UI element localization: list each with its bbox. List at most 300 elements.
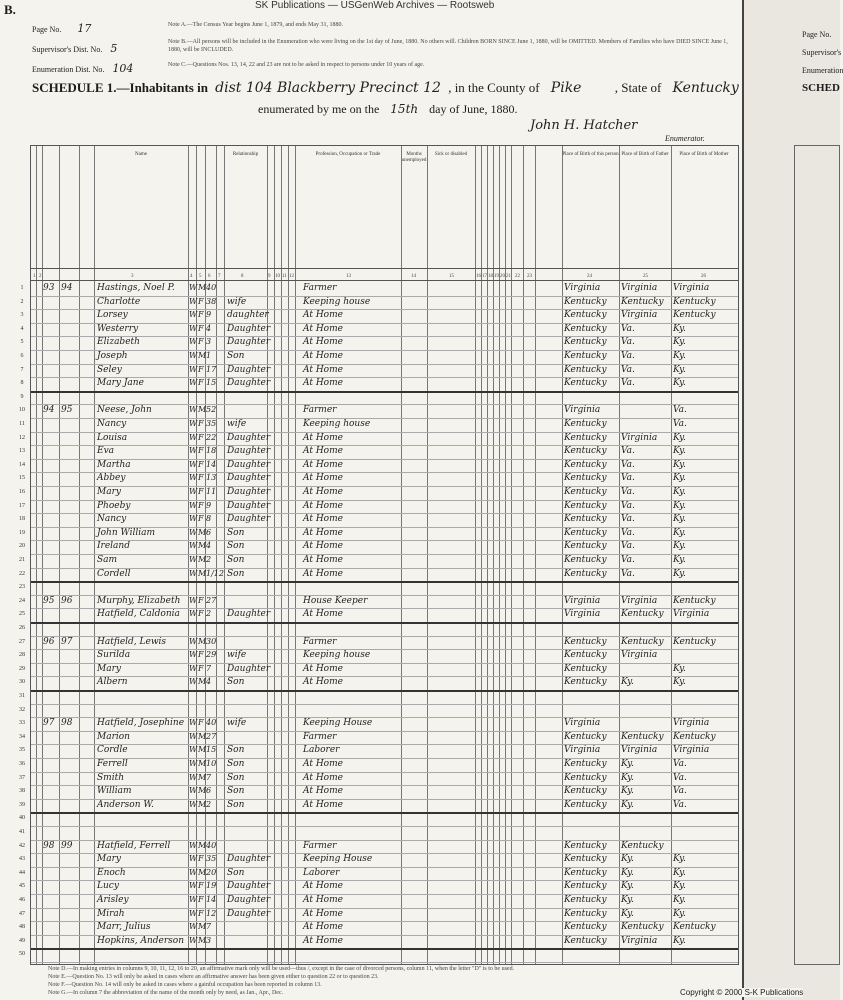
mother-birthplace-cell: Kentucky (673, 595, 716, 606)
age-cell: 40 (206, 840, 217, 850)
mother-birthplace-cell: Ky. (673, 378, 686, 389)
table-row (31, 419, 738, 432)
relationship-cell: wife (227, 718, 247, 729)
color-cell: W (189, 364, 198, 374)
sex-cell: M (198, 786, 207, 796)
occupation-cell: Laborer (303, 867, 340, 878)
occupation-cell: Keeping House (303, 718, 373, 729)
table-row (31, 283, 738, 296)
line-number: 49 (19, 937, 25, 944)
age-cell: 2 (206, 799, 212, 809)
mother-birthplace-cell: Ky. (673, 514, 686, 525)
occupation-cell: At Home (303, 541, 343, 552)
mother-birthplace-cell: Ky. (673, 459, 686, 470)
sex-cell: M (198, 772, 207, 782)
relationship-cell: Son (227, 786, 245, 797)
father-birthplace-cell: Va. (621, 555, 635, 565)
enumerated-label: enumerated by me on the (258, 102, 380, 116)
age-cell: 38 (206, 296, 217, 306)
father-birthplace-cell: Va. (621, 378, 635, 389)
column-number: 3 (131, 274, 134, 279)
age-cell: 10 (206, 759, 217, 768)
age-cell: 1 (206, 351, 212, 360)
column-number: 9 (268, 274, 271, 279)
sex-cell: M (198, 799, 207, 809)
table-row (31, 786, 738, 799)
column-number: 17 (482, 274, 487, 279)
note-a: Note A.—The Census Year begins June 1, 1879, and ends May 31, 1880. (168, 22, 343, 28)
father-birthplace-cell: Va. (621, 364, 635, 375)
adjacent-page (742, 0, 843, 1000)
sex-cell: M (198, 935, 207, 945)
father-birthplace-cell: Ky. (621, 895, 634, 905)
birthplace-cell: Kentucky (564, 323, 607, 334)
mother-birthplace-cell: Va. (673, 799, 687, 810)
birthplace-cell: Kentucky (564, 446, 607, 457)
age-cell: 14 (206, 895, 217, 904)
color-cell: W (189, 555, 198, 564)
day-value: 15th (390, 102, 419, 116)
person-name: Abbey (97, 473, 126, 484)
occupation-cell: At Home (303, 487, 343, 497)
table-row (31, 936, 738, 949)
table-row (31, 555, 738, 568)
line-number: 5 (20, 339, 24, 346)
table-row (31, 677, 738, 690)
table-row (31, 351, 738, 364)
line-number: 37 (19, 774, 25, 781)
person-name: Mirah (97, 908, 125, 919)
age-cell: 4 (206, 541, 212, 551)
sex-cell: F (198, 378, 204, 388)
person-name: Enoch (97, 867, 126, 878)
occupation-cell: At Home (303, 908, 343, 919)
birthplace-cell: Kentucky (564, 786, 607, 797)
table-row (31, 922, 738, 935)
person-name: Lorsey (97, 310, 128, 321)
column-number: 2 (39, 274, 42, 279)
relationship-cell: Daughter (227, 514, 271, 525)
age-cell: 13 (206, 473, 217, 483)
person-name: Mary Jane (97, 378, 144, 389)
family-number: 95 (61, 405, 73, 416)
line-number: 13 (19, 448, 25, 455)
line-number: 22 (19, 570, 25, 577)
county-value: Pike (550, 80, 582, 96)
mother-birthplace-cell: Ky. (673, 473, 686, 484)
occupation-cell: Keeping house (303, 419, 371, 429)
sex-cell: F (198, 881, 204, 891)
color-cell: W (189, 527, 198, 537)
watermark: SK Publications — USGenWeb Archives — Rootsweb (255, 0, 495, 11)
sex-cell: M (198, 745, 207, 755)
line-number: 15 (19, 475, 25, 482)
col-occupation-head: Profession, Occupation or Trade (315, 152, 381, 157)
birthplace-cell: Kentucky (564, 922, 607, 933)
relationship-cell: Daughter (227, 609, 271, 620)
relationship-cell: Daughter (227, 459, 271, 470)
person-name: Westerry (97, 323, 139, 334)
mother-birthplace-cell: Ky. (673, 555, 686, 565)
table-row (31, 514, 738, 527)
line-number: 42 (19, 842, 25, 849)
person-name: Joseph (97, 351, 128, 361)
mother-birthplace-cell: Virginia (673, 718, 710, 729)
father-birthplace-cell: Va. (621, 459, 635, 470)
table-row (31, 582, 738, 595)
relationship-cell: Son (227, 799, 245, 810)
birthplace-cell: Kentucky (564, 636, 607, 647)
table-row (31, 718, 738, 731)
relationship-cell: Daughter (227, 663, 271, 674)
color-cell: W (189, 405, 198, 415)
line-number: 31 (19, 693, 25, 699)
birthplace-cell: Kentucky (564, 677, 607, 688)
relationship-cell: Daughter (227, 432, 271, 443)
birthplace-cell: Kentucky (564, 555, 607, 565)
mother-birthplace-cell: Ky. (673, 337, 686, 348)
sex-cell: M (198, 568, 207, 578)
relationship-cell: Son (227, 541, 245, 552)
mother-birthplace-cell: Ky. (673, 568, 686, 579)
color-cell: W (189, 935, 198, 945)
line-number: 2 (20, 298, 24, 305)
father-birthplace-cell: Ky. (621, 677, 634, 688)
relationship-cell: Daughter (227, 473, 271, 484)
line-number: 4 (20, 325, 24, 332)
dwelling-number: 96 (43, 636, 55, 647)
age-cell: 30 (206, 636, 217, 646)
birthplace-cell: Kentucky (564, 432, 607, 443)
sex-cell: F (198, 446, 204, 456)
line-number: 38 (19, 788, 25, 795)
mother-birthplace-cell: Ky. (673, 500, 686, 511)
occupation-cell: Farmer (303, 283, 337, 293)
birthplace-cell: Kentucky (564, 568, 607, 579)
state-label: , State of (614, 80, 662, 95)
occupation-cell: At Home (303, 677, 343, 688)
table-row (31, 501, 738, 514)
line-number: 46 (19, 897, 25, 903)
father-birthplace-cell: Va. (621, 446, 635, 457)
line-number: 32 (19, 706, 25, 713)
father-birthplace-cell: Ky. (621, 867, 634, 878)
line-number: 1 (20, 285, 24, 291)
occupation-cell: At Home (303, 459, 343, 470)
birthplace-cell: Kentucky (564, 881, 607, 892)
person-name: Smith (97, 772, 124, 783)
person-name: Louisa (97, 432, 128, 443)
relationship-cell: Son (227, 772, 245, 783)
age-cell: 6 (206, 786, 212, 796)
age-cell: 35 (206, 854, 217, 864)
color-cell: W (189, 459, 198, 469)
table-row (31, 596, 738, 609)
sex-cell: F (198, 595, 204, 605)
relationship-cell: Son (227, 867, 245, 878)
person-name: Charlotte (97, 296, 141, 307)
table-row (31, 949, 738, 962)
age-cell: 52 (206, 405, 217, 415)
sex-cell: F (198, 459, 204, 469)
line-number: 12 (19, 434, 25, 441)
occupation-cell: At Home (303, 473, 343, 484)
line-number: 21 (19, 557, 25, 563)
sex-cell: F (198, 650, 204, 660)
person-name: Neese, John (97, 405, 152, 416)
birthplace-cell: Kentucky (564, 473, 607, 484)
column-number: 13 (346, 274, 351, 279)
table-row (31, 392, 738, 405)
birthplace-cell: Kentucky (564, 296, 607, 307)
age-cell: 35 (206, 419, 217, 428)
color-cell: W (189, 351, 198, 360)
age-cell: 3 (206, 935, 212, 945)
column-number: 8 (241, 274, 244, 279)
relationship-cell: Daughter (227, 895, 271, 905)
table-row (31, 324, 738, 337)
occupation-cell: At Home (303, 609, 343, 620)
line-number: 8 (20, 380, 24, 387)
age-cell: 7 (206, 663, 212, 673)
table-row (31, 460, 738, 473)
line-number: 10 (19, 407, 25, 414)
father-birthplace-cell: Ky. (621, 759, 634, 769)
sex-cell: F (198, 473, 204, 483)
birthplace-cell: Kentucky (564, 310, 607, 321)
month-label: day of June, 1880. (429, 102, 518, 116)
age-cell: 15 (206, 745, 217, 755)
sex-cell: F (198, 364, 204, 374)
supervisor-value: 5 (110, 42, 118, 55)
occupation-cell: Farmer (303, 636, 337, 647)
table-row (31, 623, 738, 636)
sex-cell: F (198, 718, 204, 728)
color-cell: W (189, 867, 198, 877)
person-name: John William (97, 527, 155, 538)
column-number: 11 (282, 274, 287, 279)
table-row (31, 637, 738, 650)
mother-birthplace-cell: Ky. (673, 677, 686, 688)
sex-cell: F (198, 337, 204, 347)
table-row (31, 881, 738, 894)
color-cell: W (189, 786, 198, 796)
occupation-cell: At Home (303, 799, 343, 810)
table-row (31, 609, 738, 622)
relationship-cell: daughter (227, 310, 269, 321)
table-row (31, 378, 738, 391)
relationship-cell: Daughter (227, 364, 271, 375)
father-birthplace-cell: Kentucky (621, 922, 664, 933)
line-number: 6 (20, 353, 24, 359)
person-name: Mary (97, 663, 121, 674)
birthplace-cell: Virginia (564, 405, 601, 416)
color-cell: W (189, 677, 198, 687)
person-name: Hatfield, Caldonia (97, 609, 180, 620)
birthplace-cell: Kentucky (564, 459, 607, 470)
age-cell: 18 (206, 446, 217, 456)
occupation-cell: At Home (303, 759, 343, 769)
footer-note-e: Note E.—Question No. 13 will only be asked in cases where an affirmative answer has been given either to question 22 or to question 23. (48, 974, 379, 980)
column-number: 15 (449, 274, 454, 279)
table-row (31, 650, 738, 663)
color-cell: W (189, 419, 198, 428)
occupation-cell: At Home (303, 310, 343, 321)
table-row (31, 841, 738, 854)
schedule-line (32, 80, 739, 96)
mother-birthplace-cell: Kentucky (673, 636, 716, 647)
person-name: Nancy (97, 419, 127, 429)
birthplace-cell: Kentucky (564, 514, 607, 525)
mother-birthplace-cell: Virginia (673, 609, 710, 620)
age-cell: 12 (206, 908, 217, 918)
father-birthplace-cell: Kentucky (621, 731, 664, 742)
person-name: Ireland (97, 541, 130, 552)
father-birthplace-cell: Va. (621, 514, 635, 525)
mother-birthplace-cell: Ky. (673, 527, 686, 538)
line-number: 45 (19, 883, 25, 890)
mother-birthplace-cell: Ky. (673, 663, 686, 674)
mother-birthplace-cell: Va. (673, 786, 687, 797)
table-row (31, 337, 738, 350)
occupation-cell: Farmer (303, 731, 337, 742)
color-cell: W (189, 283, 198, 292)
occupation-cell: At Home (303, 514, 343, 525)
occupation-cell: At Home (303, 555, 343, 565)
mother-birthplace-cell: Ky. (673, 935, 686, 946)
col-father-head: Place of Birth of Father (621, 152, 669, 157)
enumerator-signature: John H. Hatcher (530, 118, 638, 133)
col-name-head: Name (135, 152, 147, 157)
father-birthplace-cell: Virginia (621, 650, 658, 661)
birthplace-cell: Kentucky (564, 935, 607, 946)
table-row (31, 569, 738, 582)
mother-birthplace-cell: Va. (673, 419, 687, 429)
mother-birthplace-cell: Ky. (673, 351, 686, 361)
page-number-label (32, 22, 91, 35)
relationship-cell: wife (227, 419, 247, 429)
table-row (31, 487, 738, 500)
age-cell: 1/12 (206, 568, 224, 578)
table-row (31, 759, 738, 772)
color-cell: W (189, 310, 198, 320)
table-row (31, 854, 738, 867)
father-birthplace-cell: Virginia (621, 935, 658, 946)
birthplace-cell: Kentucky (564, 772, 607, 783)
table-row (31, 800, 738, 813)
dwelling-number: 98 (43, 840, 55, 851)
father-birthplace-cell: Va. (621, 500, 635, 511)
person-name: Cordell (97, 568, 131, 579)
birthplace-cell: Kentucky (564, 500, 607, 511)
birthplace-cell: Kentucky (564, 840, 607, 851)
color-cell: W (189, 772, 198, 782)
line-number: 27 (19, 638, 25, 645)
father-birthplace-cell: Ky. (621, 908, 634, 919)
occupation-cell: At Home (303, 922, 343, 933)
line-number: 3 (20, 312, 24, 319)
mother-birthplace-cell: Va. (673, 405, 687, 416)
person-name: Nancy (97, 514, 127, 525)
birthplace-cell: Kentucky (564, 487, 607, 497)
color-cell: W (189, 541, 198, 551)
line-number: 14 (19, 461, 25, 468)
line-number: 34 (19, 733, 25, 740)
table-row (31, 895, 738, 908)
footer-note-g: Note G.—In column 7 the abbreviation of the name of the month only by need, as Jan., Apr., Dec. (48, 990, 284, 996)
mother-birthplace-cell: Ky. (673, 487, 686, 497)
sex-cell: F (198, 310, 204, 320)
line-number: 29 (19, 665, 25, 672)
adjacent-supervisor-label: Supervisor's (802, 48, 842, 57)
table-row (31, 405, 738, 418)
mother-birthplace-cell: Ky. (673, 881, 686, 892)
color-cell: W (189, 432, 198, 442)
column-number: 10 (275, 274, 280, 279)
birthplace-cell: Virginia (564, 745, 601, 756)
district-value: dist 104 Blackberry Precinct 12 (215, 80, 441, 96)
birthplace-cell: Kentucky (564, 867, 607, 878)
line-number: 48 (19, 924, 25, 931)
person-name: Hatfield, Josephine (97, 718, 185, 729)
father-birthplace-cell: Ky. (621, 772, 634, 783)
column-number: 4 (190, 274, 193, 279)
person-name: Cordle (97, 745, 128, 756)
age-cell: 11 (206, 487, 217, 496)
occupation-cell: At Home (303, 772, 343, 783)
person-name: Sam (97, 555, 118, 565)
line-number: 33 (19, 720, 25, 727)
father-birthplace-cell: Va. (621, 527, 635, 538)
table-row (31, 446, 738, 459)
relationship-cell: Son (227, 677, 245, 688)
line-number: 35 (19, 747, 25, 754)
adjacent-enumeration-label: Enumeration (802, 66, 843, 75)
occupation-cell: Keeping house (303, 296, 371, 307)
color-cell: W (189, 881, 198, 891)
table-row (31, 473, 738, 486)
person-name: Mary (97, 854, 121, 865)
column-number: 24 (587, 274, 592, 279)
age-cell: 4 (206, 677, 212, 687)
age-cell: 15 (206, 378, 217, 388)
page-no-label: Page No. (32, 25, 62, 34)
birthplace-cell: Kentucky (564, 908, 607, 919)
age-cell: 9 (206, 500, 212, 510)
age-cell: 40 (206, 283, 217, 292)
person-name: Eva (97, 446, 115, 457)
sex-cell: M (198, 759, 207, 768)
relationship-cell: Son (227, 555, 245, 565)
family-number: 94 (61, 283, 73, 293)
occupation-cell: At Home (303, 432, 343, 443)
person-name: Albern (97, 677, 128, 688)
enumeration-value: 104 (112, 62, 134, 75)
age-cell: 3 (206, 337, 212, 347)
table-row (31, 827, 738, 840)
col-sick-head: Sick or disabled (434, 152, 468, 157)
sex-cell: M (198, 351, 207, 360)
father-birthplace-cell: Kentucky (621, 296, 664, 307)
birthplace-cell: Virginia (564, 595, 601, 606)
birthplace-cell: Kentucky (564, 527, 607, 538)
dwelling-number: 93 (43, 283, 55, 293)
adjacent-page-label: Page No. (802, 30, 832, 39)
family-number: 98 (61, 718, 73, 729)
color-cell: W (189, 337, 198, 347)
color-cell: W (189, 908, 198, 918)
line-number: 23 (19, 584, 25, 591)
